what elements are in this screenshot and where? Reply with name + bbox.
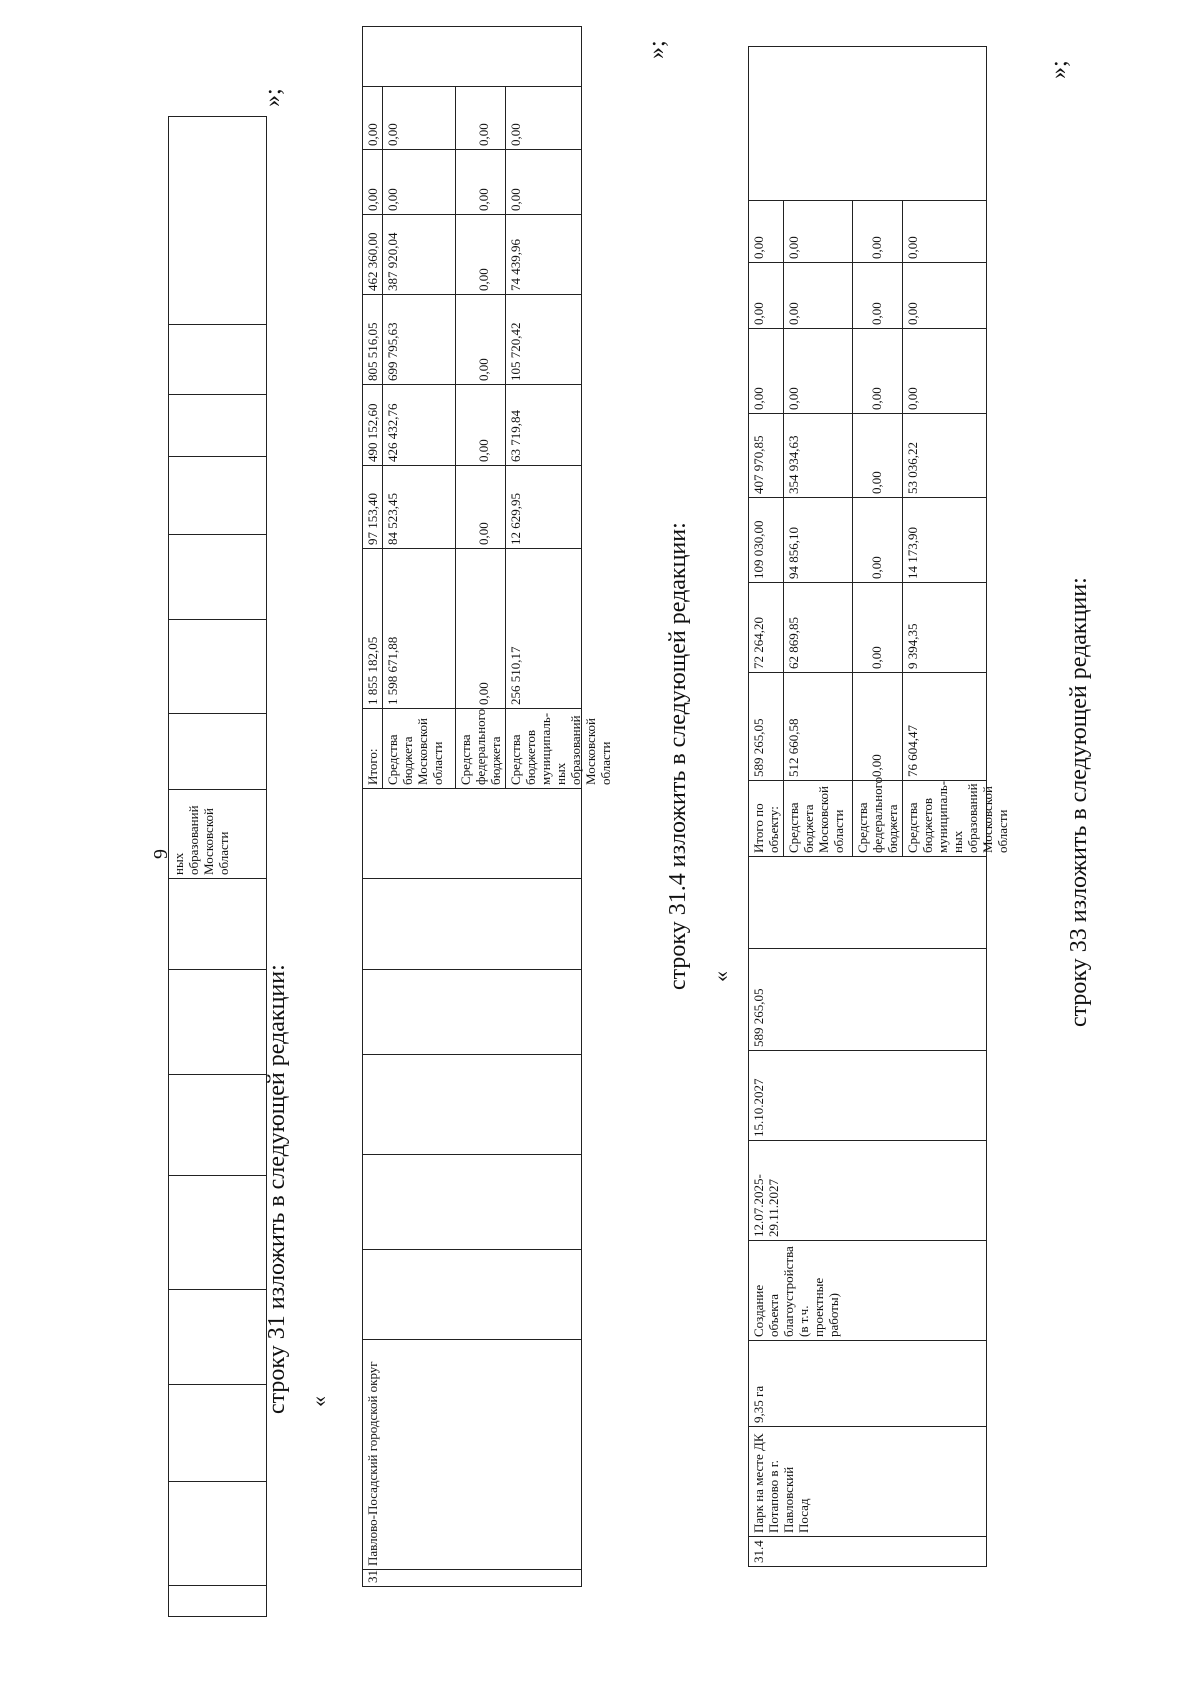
close-quote-31: »; bbox=[644, 40, 670, 59]
source-value: 0,00 bbox=[902, 329, 986, 413]
open-quote-31-4: « bbox=[708, 971, 733, 982]
source-value: 354 934,63 bbox=[786, 435, 801, 494]
source-value: 0,00 bbox=[852, 414, 902, 497]
table-row bbox=[749, 47, 784, 1567]
source-value: 512 660,58 bbox=[786, 718, 801, 777]
row-number: 31.4 bbox=[749, 1537, 987, 1567]
finish-date: 15.10.2027 bbox=[749, 1051, 987, 1141]
source-value: 0,00 bbox=[852, 498, 902, 582]
source-value: 74 439,96 bbox=[505, 215, 581, 294]
source-value: 0,00 bbox=[902, 201, 986, 262]
object-name: Павлово-Посадский городской округ bbox=[363, 1340, 582, 1570]
source-value: 699 795,63 bbox=[385, 322, 400, 381]
total-value: 0,00 bbox=[749, 263, 784, 329]
close-quote-0: »; bbox=[260, 88, 286, 107]
total-label: Итого: bbox=[363, 709, 383, 789]
limit-value: 589 265,05 bbox=[749, 949, 987, 1051]
source-label: Средства бюджетов муниципаль-ных образований Московской области bbox=[505, 709, 581, 788]
source-label: Средства федерального бюджета bbox=[455, 709, 505, 788]
table-row bbox=[169, 117, 267, 1617]
open-quote-31: « bbox=[306, 1396, 331, 1407]
total-value: 0,00 bbox=[363, 150, 383, 215]
source-value: 387 920,04 bbox=[385, 232, 400, 291]
source-value: 84 523,45 bbox=[385, 493, 400, 545]
source-value: 0,00 bbox=[852, 263, 902, 328]
row-number: 31 bbox=[363, 1570, 582, 1587]
source-value: 0,00 bbox=[505, 87, 581, 149]
source-value: 1 598 671,88 bbox=[385, 636, 400, 705]
source-value: 0,00 bbox=[852, 673, 902, 780]
total-value: 109 030,00 bbox=[749, 498, 784, 583]
total-value: 490 152,60 bbox=[363, 385, 383, 466]
table-row-31-4 bbox=[748, 46, 1010, 1567]
source-value: 105 720,42 bbox=[505, 295, 581, 384]
total-value: 0,00 bbox=[363, 87, 383, 150]
source-value: 0,00 bbox=[902, 263, 986, 328]
source-value: 0,00 bbox=[385, 188, 400, 211]
total-value: 805 516,05 bbox=[363, 295, 383, 385]
source-value: 94 856,10 bbox=[786, 527, 801, 579]
object-name: Парк на месте ДК Потапово в г. Павловский Посад bbox=[749, 1427, 987, 1537]
total-value: 462 360,00 bbox=[363, 215, 383, 295]
source-value: 0,00 bbox=[786, 302, 801, 325]
source-value: 0,00 bbox=[852, 201, 902, 262]
source-value: 0,00 bbox=[455, 295, 505, 384]
source-value: 63 719,84 bbox=[505, 385, 581, 465]
source-value: 14 173,90 bbox=[902, 498, 986, 582]
source-value: 9 394,35 bbox=[902, 583, 986, 672]
source-value: 0,00 bbox=[505, 150, 581, 214]
source-label: Средства федерального бюджета bbox=[852, 781, 902, 856]
source-value: 12 629,95 bbox=[505, 466, 581, 548]
total-value: 0,00 bbox=[749, 329, 784, 414]
source-value: 0,00 bbox=[455, 150, 505, 214]
source-value: 0,00 bbox=[455, 215, 505, 294]
source-value: 0,00 bbox=[455, 466, 505, 548]
total-value: 407 970,85 bbox=[749, 414, 784, 498]
source-label: Средства бюджетов муниципаль-ных образований Московской области bbox=[902, 781, 986, 856]
source-value: 426 432,76 bbox=[385, 403, 400, 462]
total-label: Итого по объекту: bbox=[749, 781, 784, 857]
work-dates: 12.07.2025-29.11.2027 bbox=[749, 1141, 987, 1241]
source-label: Средства бюджета Московской области bbox=[786, 786, 846, 853]
heading-row-31-4: строку 31.4 изложить в следующей редакции: bbox=[665, 522, 691, 990]
heading-row-33: строку 33 изложить в следующей редакции: bbox=[1066, 577, 1092, 1027]
source-value: 0,00 bbox=[852, 583, 902, 672]
table-row bbox=[363, 27, 383, 1587]
source-value: 0,00 bbox=[852, 329, 902, 413]
source-value: 256 510,17 bbox=[505, 549, 581, 708]
total-value: 589 265,05 bbox=[749, 673, 784, 781]
heading-row-31: строку 31 изложить в следующей редакции: bbox=[264, 964, 290, 1414]
source-label: Средства бюджета Московской области bbox=[385, 718, 445, 785]
source-value: 76 604,47 bbox=[902, 673, 986, 780]
source-value: 0,00 bbox=[385, 123, 400, 146]
total-value: 72 264,20 bbox=[749, 583, 784, 673]
source-cell: ных образований Московской области bbox=[169, 790, 267, 879]
source-value: 0,00 bbox=[786, 387, 801, 410]
source-value: 0,00 bbox=[455, 87, 505, 149]
work-type: Создание объекта благоустройства (в т.ч. проектные работы) bbox=[749, 1241, 987, 1341]
source-value: 0,00 bbox=[786, 236, 801, 259]
table-fragment-previous bbox=[168, 116, 267, 1617]
table-row-31 bbox=[362, 26, 613, 1587]
source-value: 62 869,85 bbox=[786, 617, 801, 669]
capacity: 9,35 га bbox=[749, 1341, 987, 1427]
source-value: 53 036,22 bbox=[902, 414, 986, 497]
page-number: 9 bbox=[150, 849, 172, 859]
total-value: 97 153,40 bbox=[363, 466, 383, 549]
source-value: 0,00 bbox=[455, 549, 505, 708]
total-value: 1 855 182,05 bbox=[363, 549, 383, 709]
total-value: 0,00 bbox=[749, 201, 784, 263]
close-quote-31-4: »; bbox=[1046, 60, 1072, 79]
source-value: 0,00 bbox=[455, 385, 505, 465]
